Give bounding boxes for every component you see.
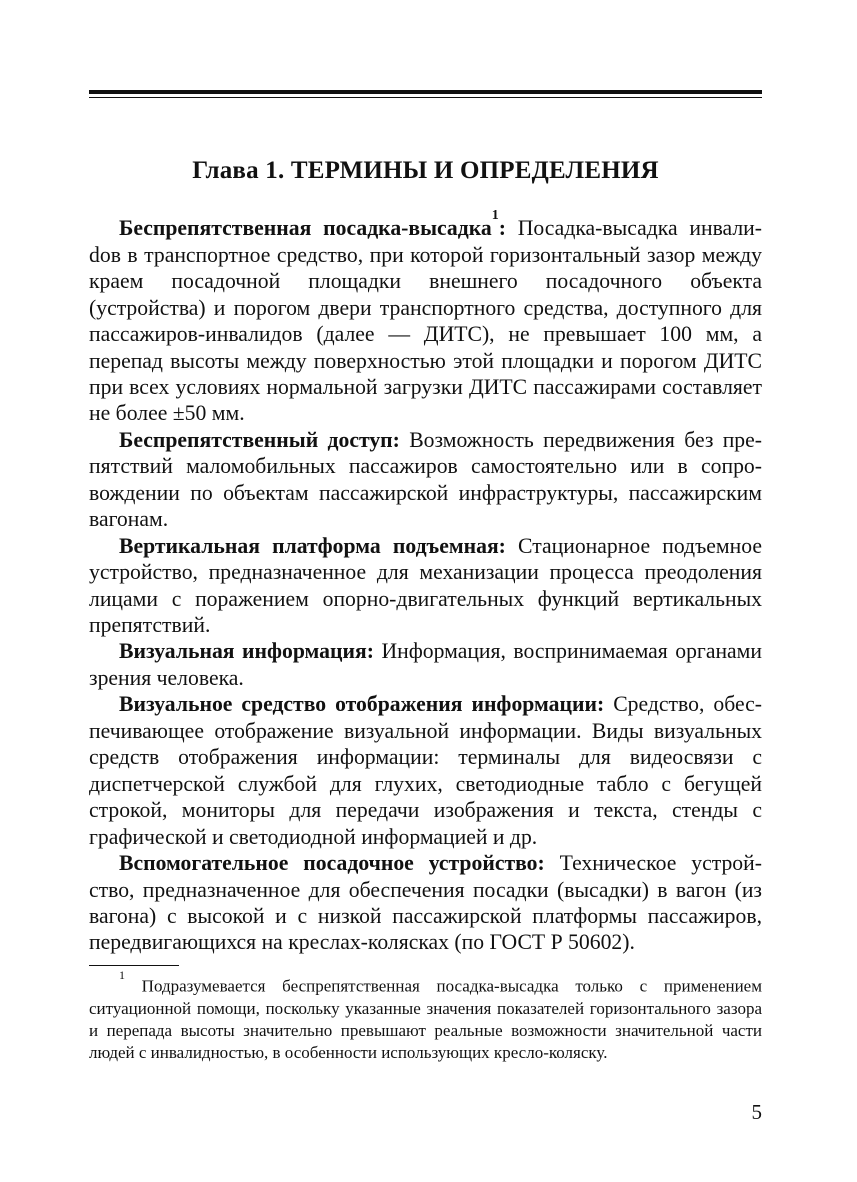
footnote-text: Подразумевается беспрепятственная посадка-высадка только с применением ситуационной помощи, поскольку указанные значения показателей горизонтального зазора и перепада высоты значительно превышают реальные возможности значительной части людей с инвалидностью, в особенности использующих кресло-коляску. — [89, 976, 762, 1062]
definition-text: Информация, воспринимаемая органами зрения человека. — [89, 639, 763, 690]
definition-entry — [89, 850, 762, 956]
definition-entry — [89, 427, 762, 533]
definition-text: Посадка-высадка инвалиdов в транспортное средство, при которой горизонтальный зазор между краем посадочной площадки внешнего посадочного объекта (устройства) и порогом двери транспортного средства, доступного для пассажиров-инвалидов (далее — ДИТС), не превышает 100 мм, а перепад высоты между поверхностью этой площадки и порогом ДИТС при всех условиях нормальной загрузки ДИТС пассажирами составляет не более ±50 мм. — [89, 216, 762, 426]
page-number: 5 — [751, 1100, 762, 1124]
header-rule-thin — [89, 97, 762, 98]
term-label: Визуальная информация: — [119, 639, 374, 664]
footnote-reference[interactable]: 1 — [491, 208, 499, 223]
term-label: Беспрепятственный доступ: — [119, 427, 400, 452]
definition-entry — [89, 638, 762, 691]
term-label: Вертикальная платформа подъемная: — [119, 533, 506, 558]
definition-text: Средство, обеспечивающее отображение визуальной информации. Виды визуальных средств отображения информации: терминалы для видеосвязи с диспетчерской службой для глухих, светодиодные табло с бегущей строкой, мониторы для передачи изображения и текста, стенды с графической и светодиодной информацией и др. — [89, 692, 762, 849]
term-separator: : — [498, 216, 506, 241]
term-label: Вспомогательное посадочное устройство: — [119, 851, 545, 876]
term-label: Беспрепятственная посадка-высадка — [119, 216, 492, 241]
definition-text: Техническое устройство, предназначенное для обеспечения посадки (высадки) в вагон (из вагона) с высокой и с низкой пассажирской платформы пассажиров, передвигающихся на креслах-колясках (по ГОСТ Р 50602). — [89, 851, 762, 955]
definition-entry — [89, 691, 762, 850]
footnote-divider — [89, 965, 179, 966]
chapter-title: Глава 1. ТЕРМИНЫ И ОПРЕДЕЛЕНИЯ — [192, 157, 659, 184]
definition-entry — [89, 208, 762, 427]
header-rule-thick — [89, 90, 762, 94]
footnote — [89, 970, 762, 1064]
term-label: Визуальное средство отображения информации: — [119, 692, 605, 717]
definitions-list — [89, 208, 763, 956]
definition-text: Возможность передвижения без препятствий маломобильных пассажиров самостоятельно или в сопровождении по объектам пассажирской инфраструктуры, пассажирским вагонам. — [89, 427, 763, 532]
definition-entry — [89, 533, 762, 639]
definition-text: Стационарное подъемное устройство, предназначенное для механизации процесса преодоления лицами с поражением опорно-двигательных функций вертикальных препятствий. — [89, 533, 762, 638]
footnote-mark: 1 — [119, 968, 125, 982]
